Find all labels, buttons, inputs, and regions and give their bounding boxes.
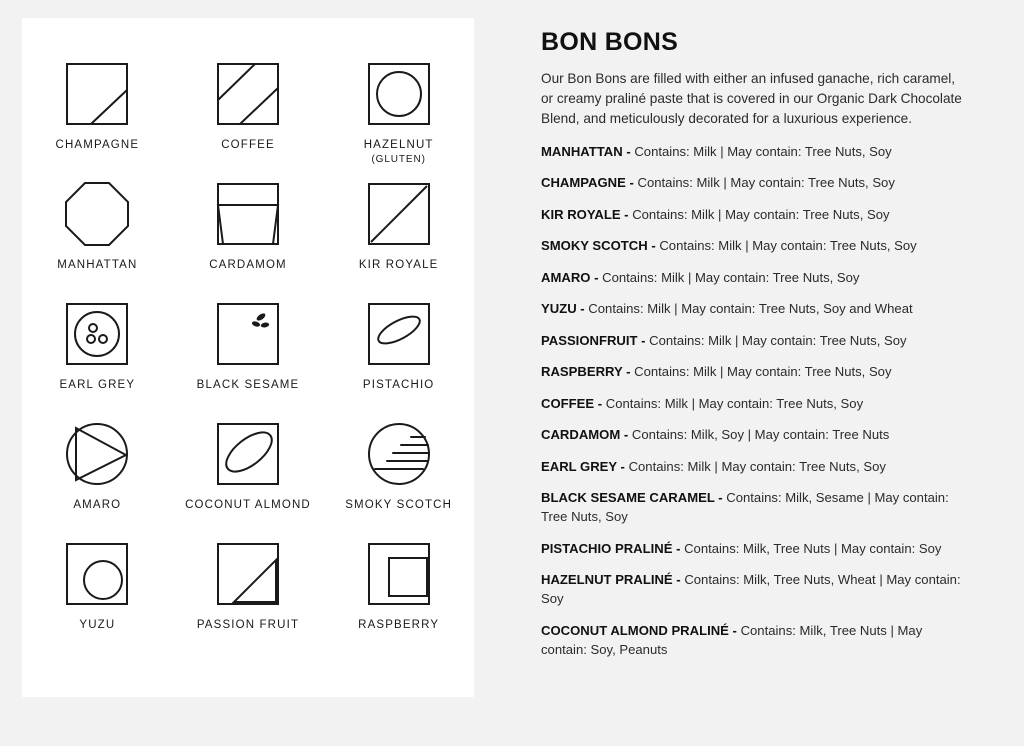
icon-label (363, 379, 434, 393)
allergen-detail: Contains: Milk, Tree Nuts, Wheat | May contain: Soy (541, 572, 961, 607)
icon-label (359, 259, 439, 273)
allergen-list (541, 143, 981, 660)
allergen-detail: Contains: Milk | May contain: Tree Nuts, Soy (628, 458, 886, 474)
icon-label-text: KIR ROYALE (358, 259, 439, 271)
allergen-detail: Contains: Milk | May contain: Tree Nuts, Soy (602, 269, 860, 285)
icon-label-text: RASPBERRY (358, 619, 440, 631)
allergen-name: KIR ROYALE - (541, 206, 629, 222)
allergen-detail: Contains: Milk, Sesame | May contain: Tree Nuts, Soy (541, 490, 949, 525)
allergen-detail: Contains: Milk | May contain: Tree Nuts, Soy (659, 238, 917, 254)
icon-label-text: CARDAMOM (209, 259, 287, 271)
allergen-name: CHAMPAGNE - (541, 175, 634, 191)
allergen-detail: Contains: Milk | May contain: Tree Nuts, Soy (637, 175, 895, 191)
icon-cell (173, 58, 324, 178)
icon-label (209, 259, 287, 273)
square-triangle-icon (212, 538, 284, 610)
allergen-detail: Contains: Milk | May contain: Tree Nuts, Soy and Wheat (588, 301, 913, 317)
icon-cell (22, 538, 173, 658)
icon-label (56, 139, 140, 153)
allergen-item (541, 540, 969, 559)
square-seeds-icon (212, 298, 284, 370)
icon-label (185, 499, 311, 513)
allergen-name: SMOKY SCOTCH - (541, 238, 656, 254)
square-tilted-ellipse-icon (363, 298, 435, 370)
allergen-item (541, 174, 969, 193)
icon-label (197, 619, 299, 633)
allergen-name: EARL GREY - (541, 458, 625, 474)
allergen-item (541, 237, 969, 256)
allergen-detail: Contains: Milk | May contain: Tree Nuts, Soy (632, 206, 890, 222)
allergen-item (541, 300, 969, 319)
allergen-detail: Contains: Milk | May contain: Tree Nuts, Soy (634, 364, 892, 380)
icon-cell (22, 418, 173, 538)
square-circle-three-dots-icon (61, 298, 133, 370)
page-title: BON BONS (541, 28, 679, 56)
allergen-detail: Contains: Milk | May contain: Tree Nuts, Soy (605, 395, 864, 411)
allergen-item (541, 458, 969, 477)
icon-label-text: COFFEE (221, 139, 275, 151)
icon-label-text: CHAMPAGNE (55, 139, 140, 151)
icon-label (345, 499, 452, 513)
circle-triangle-icon (61, 418, 133, 490)
icon-label (59, 379, 135, 393)
icon-label (79, 619, 115, 633)
icon-label (57, 259, 137, 273)
icon-label-text: BLACK SESAME (196, 379, 300, 391)
intro-paragraph: Our Bon Bons are filled with either an infused ganache, rich caramel, or creamy praliné paste that is covered in our Organic Dark Chocolate Blend, and meticulously decorated for a luxurious experience. (541, 71, 962, 126)
icon-cell (173, 538, 324, 658)
allergen-name: COFFEE - (541, 395, 603, 411)
allergen-item (541, 395, 969, 414)
icon-label-text: SMOKY SCOTCH (345, 499, 453, 511)
allergen-name: BLACK SESAME CARAMEL - (541, 490, 723, 506)
square-circle-icon (363, 58, 435, 130)
icon-label (358, 619, 439, 633)
allergen-name: AMARO - (541, 269, 599, 285)
icon-label-text: EARL GREY (59, 379, 136, 391)
icon-label (221, 139, 275, 153)
allergen-item (541, 332, 969, 351)
allergen-name: PASSIONFRUIT - (541, 332, 646, 348)
icon-cell (173, 418, 324, 538)
square-large-ellipse-icon (212, 418, 284, 490)
circle-smoke-lines-icon (363, 418, 435, 490)
square-full-diagonal-icon (363, 178, 435, 250)
allergen-name: PISTACHIO PRALINÉ - (541, 540, 681, 556)
icon-cell (323, 178, 474, 298)
allergen-name: MANHATTAN - (541, 143, 631, 159)
allergen-item (541, 571, 969, 609)
icon-cell (323, 298, 474, 418)
allergen-item (541, 363, 969, 382)
allergen-detail: Contains: Milk, Soy | May contain: Tree Nuts (631, 427, 890, 443)
square-inner-square-icon (363, 538, 435, 610)
icon-label (364, 139, 434, 165)
allergen-name: RASPBERRY - (541, 364, 631, 380)
allergen-item (541, 206, 969, 225)
icon-cell (22, 58, 173, 178)
allergen-detail: Contains: Milk | May contain: Tree Nuts, Soy (649, 332, 907, 348)
icon-label-text: PISTACHIO (362, 379, 435, 391)
allergen-item (541, 622, 969, 660)
allergen-item (541, 269, 969, 288)
allergen-name: COCONUT ALMOND PRALINÉ - (541, 622, 737, 638)
allergen-name: HAZELNUT PRALINÉ - (541, 572, 681, 588)
allergen-item (541, 143, 969, 162)
square-trapezoid-icon (212, 178, 284, 250)
square-offset-circle-icon (61, 538, 133, 610)
allergen-detail: Contains: Milk | May contain: Tree Nuts, Soy (634, 143, 892, 159)
allergen-detail: Contains: Milk, Tree Nuts | May contain: Soy, Peanuts (541, 622, 923, 657)
icon-grid (22, 58, 474, 658)
icon-label (73, 499, 121, 513)
info-column (541, 28, 981, 672)
icon-label-text: HAZELNUT (363, 139, 434, 151)
allergen-name: CARDAMOM - (541, 427, 629, 443)
icon-label (197, 379, 300, 393)
allergen-item (541, 489, 969, 527)
icon-cell (22, 178, 173, 298)
icon-cell (323, 538, 474, 658)
allergen-name: YUZU - (541, 301, 585, 317)
allergen-detail: Contains: Milk, Tree Nuts | May contain: Soy (684, 540, 942, 556)
icon-label-text: MANHATTAN (57, 259, 138, 271)
icon-cell (323, 58, 474, 178)
icon-sublabel-text: (GLUTEN) (371, 153, 426, 165)
icon-cell (22, 298, 173, 418)
icon-cell (173, 178, 324, 298)
icon-label-text: YUZU (79, 619, 116, 631)
icon-cell (323, 418, 474, 538)
octagon-icon (61, 178, 133, 250)
icon-label-text: PASSION FRUIT (196, 619, 300, 631)
icon-cell (173, 298, 324, 418)
icon-label-text: COCONUT ALMOND (185, 499, 311, 511)
square-short-diagonal-icon (61, 58, 133, 130)
icon-label-text: AMARO (73, 499, 122, 511)
icon-legend-card (22, 18, 474, 697)
square-double-diagonal-icon (212, 58, 284, 130)
allergen-item (541, 426, 969, 445)
